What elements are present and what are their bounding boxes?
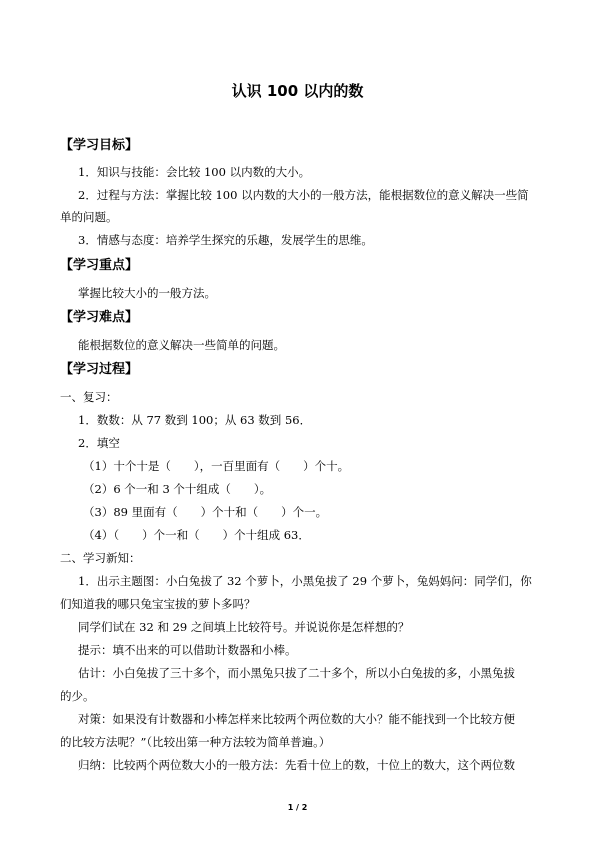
goal-item-2-continued: 单的问题。 [60, 210, 118, 224]
new-line-4: 提示：填不出来的可以借助计数器和小棒。 [78, 643, 297, 657]
review-title: 一、复习： [60, 390, 118, 404]
goal-item-3: 3．情感与态度：培养学生探究的乐趣，发展学生的思维。 [78, 233, 373, 247]
review-item-2: 2．填空 [78, 436, 120, 450]
difficulties-text: 能根据数位的意义解决一些简单的问题。 [78, 338, 285, 352]
key-points-text: 掌握比较大小的一般方法。 [78, 286, 216, 300]
review-fill-3: （3）89 里面有（ ）个十和（ ）个一。 [83, 505, 328, 519]
review-fill-4: （4）（ ）个一和（ ）个十组成 63． [83, 528, 310, 542]
new-line-8: 的比较方法呢？”（比较出第一种方法较为简单普遍。） [60, 735, 331, 749]
new-line-2: 们知道我的哪只兔宝宝拔的萝卜多吗？ [60, 597, 256, 611]
section-heading-process: 【学习过程】 [60, 362, 139, 377]
new-line-3: 同学们试在 32 和 29 之间填上比较符号。并说说你是怎样想的？ [78, 620, 410, 634]
new-line-6: 的少。 [60, 689, 95, 703]
review-fill-1: （1）十个十是（ ），一百里面有（ ）个十。 [83, 459, 350, 473]
new-line-9: 归纳：比较两个两位数大小的一般方法：先看十位上的数，十位上的数大，这个两位数 [78, 758, 515, 772]
new-line-7: 对策：如果没有计数器和小棒怎样来比较两个两位数的大小？能不能找到一个比较方便 [78, 712, 515, 726]
page-title: 认识 100 以内的数 [231, 82, 364, 100]
goal-item-1: 1．知识与技能：会比较 100 以内数的大小。 [78, 165, 311, 179]
goal-item-2: 2．过程与方法：掌握比较 100 以内数的大小的一般方法，能根据数位的意义解决一些简 [78, 188, 529, 202]
page-number: 1 / 2 [287, 803, 308, 812]
new-line-1: 1．出示主题图：小白兔拔了 32 个萝卜，小黑兔拔了 29 个萝卜，兔妈妈问：同学们，你 [78, 574, 532, 588]
section-heading-goals: 【学习目标】 [60, 138, 139, 153]
review-fill-2: （2）6 个一和 3 个十组成（ ）。 [83, 482, 272, 496]
new-knowledge-title: 二、学习新知： [60, 551, 141, 565]
section-heading-difficulties: 【学习难点】 [60, 310, 139, 325]
section-heading-key-points: 【学习重点】 [60, 258, 139, 273]
review-item-1: 1．数数：从 77 数到 100；从 63 数到 56． [78, 413, 312, 427]
new-line-5: 估计：小白兔拔了三十多个，而小黑兔只拔了二十多个，所以小白兔拔的多，小黑兔拔 [78, 666, 515, 680]
